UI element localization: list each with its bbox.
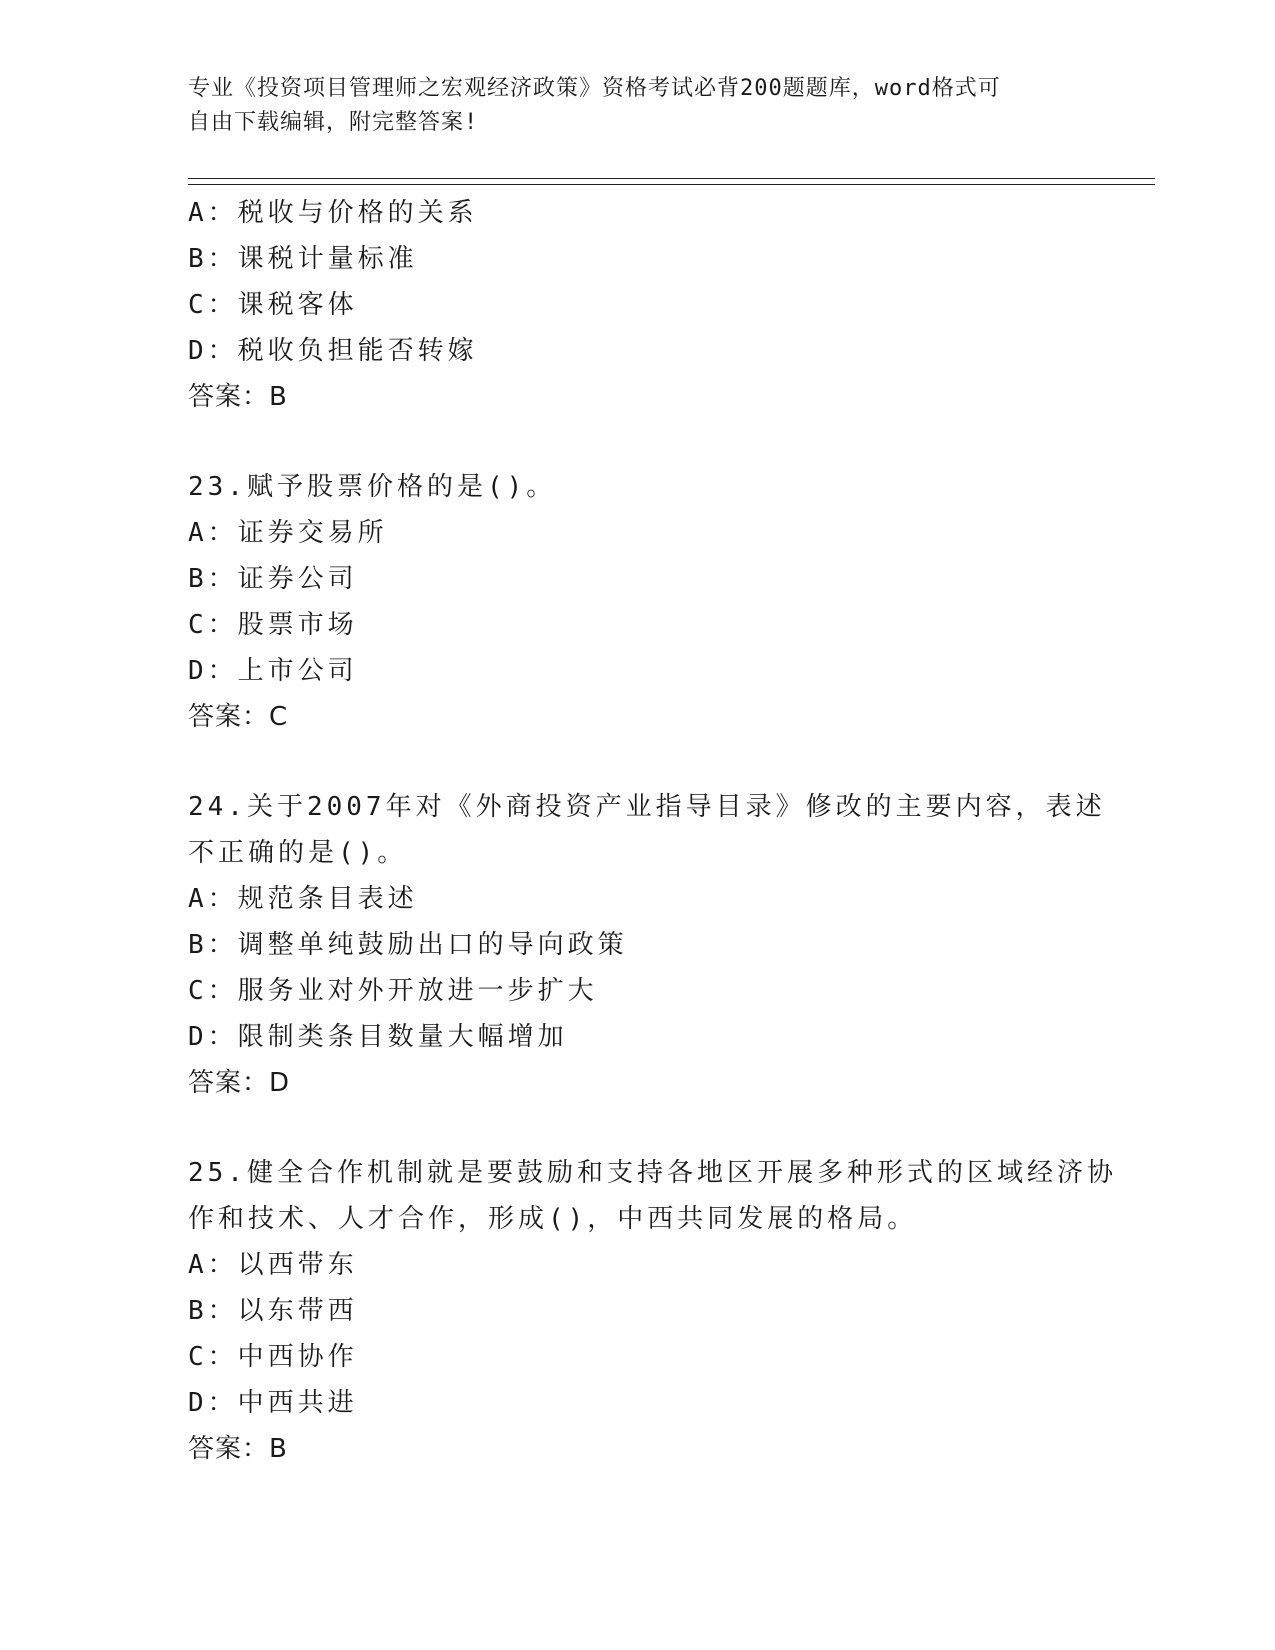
option-c: C：股票市场 <box>188 610 358 640</box>
spacer <box>188 740 1088 784</box>
question-22 <box>188 190 1088 420</box>
option-b: B：证券公司 <box>188 564 358 594</box>
answer-line: 答案：C <box>188 702 289 732</box>
spacer <box>188 1106 1088 1150</box>
document-header <box>188 72 1068 140</box>
option-d: D：上市公司 <box>188 656 358 686</box>
question-23 <box>188 464 1088 740</box>
spacer <box>188 420 1088 464</box>
option-a: A：证券交易所 <box>188 518 388 548</box>
header-divider <box>188 178 1155 185</box>
option-b: B：以东带西 <box>188 1296 358 1326</box>
header-line-1: 专业《投资项目管理师之宏观经济政策》资格考试必背200题题库，word格式可 <box>188 76 1001 101</box>
option-d: D：税收负担能否转嫁 <box>188 336 478 366</box>
question-stem-line-2: 作和技术、人才合作，形成()，中西共同发展的格局。 <box>188 1204 918 1234</box>
question-stem: 23.赋予股票价格的是()。 <box>188 472 557 502</box>
answer-line: 答案：D <box>188 1068 291 1098</box>
option-a: A：规范条目表述 <box>188 884 418 914</box>
answer-line: 答案：B <box>188 382 288 412</box>
question-stem-line-1: 25.健全合作机制就是要鼓励和支持各地区开展多种形式的区域经济协 <box>188 1158 1117 1188</box>
answer-line: 答案：B <box>188 1434 288 1464</box>
question-stem-line-1: 24.关于2007年对《外商投资产业指导目录》修改的主要内容，表述 <box>188 792 1106 822</box>
option-c: C：课税客体 <box>188 290 358 320</box>
header-line-2: 自由下载编辑，附完整答案! <box>188 110 479 135</box>
option-c: C：服务业对外开放进一步扩大 <box>188 976 598 1006</box>
option-b: B：课税计量标准 <box>188 244 418 274</box>
option-a: A：税收与价格的关系 <box>188 198 478 228</box>
question-stem-line-2: 不正确的是()。 <box>188 838 408 868</box>
option-a: A：以西带东 <box>188 1250 358 1280</box>
option-c: C：中西协作 <box>188 1342 358 1372</box>
option-b: B：调整单纯鼓励出口的导向政策 <box>188 930 628 960</box>
question-24 <box>188 784 1106 1106</box>
option-d: D：中西共进 <box>188 1388 358 1418</box>
question-25 <box>188 1150 1117 1472</box>
question-list <box>188 190 1117 1472</box>
option-d: D：限制类条目数量大幅增加 <box>188 1022 568 1052</box>
